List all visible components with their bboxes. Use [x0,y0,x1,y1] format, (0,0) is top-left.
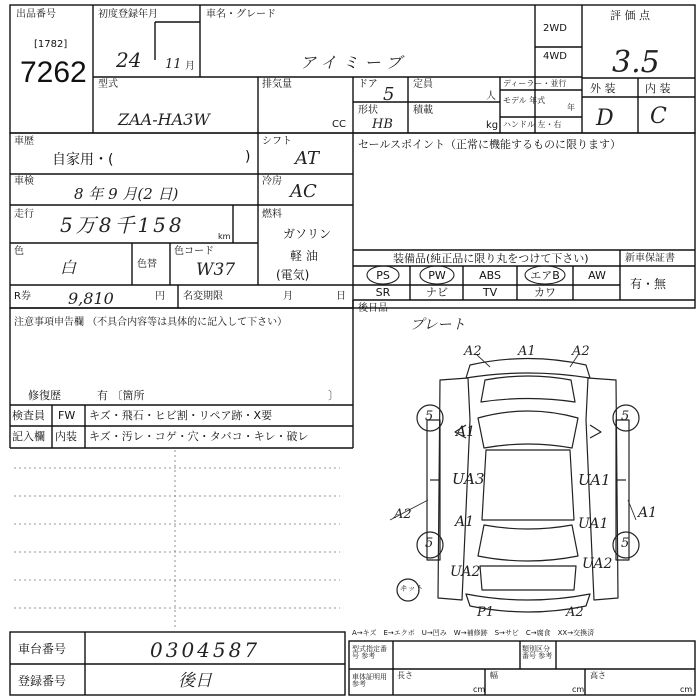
history-label: 車歴 [14,136,34,147]
chassis-label: 車台番号 [18,642,67,656]
fuel-light-oil: 軽 油 [290,249,318,263]
fw-label: FW [58,409,76,422]
mileage-value: 5万8千158 [60,213,185,237]
displacement-label: 排気量 [262,79,292,90]
car-name-label: 車名・グレード [206,9,276,20]
record-label: 記入欄 [12,430,45,443]
lot-tag: [1782] [34,39,68,50]
equipment-navi: ナビ [426,286,448,299]
name-change-month: 月 [283,291,293,302]
aftermarket-label: 後日品 [358,303,388,314]
score-label: 評 価 点 [610,9,650,22]
body-cert-label: 車体証明用 参考 [352,673,387,688]
mark-right-sill: A1 [638,505,658,521]
mileage-label: 走行 [14,209,34,220]
mark-front-left: A2 [464,344,482,359]
name-change-day: 日 [336,291,346,302]
mark-wheel-rr: 5 [621,536,630,551]
mark-front-center: A1 [518,344,536,359]
handle-label: ハンドル 左・右 [503,120,562,129]
mark-left-rear-door: A1 [455,514,475,530]
name-change-label: 名変期限 [183,291,223,302]
model-year-label: モデル 年式 [503,96,546,105]
drive-4wd: 4WD [543,51,567,62]
mark-wheel-rl: 5 [425,536,434,551]
warranty-value: 有・無 [630,277,667,291]
interior-row-label: 内装 [55,430,77,443]
history-close: ) [245,149,251,165]
lot-number: 7262 [20,56,87,89]
shift-label: シフト [262,136,292,147]
capacity-label: 定員 [413,79,433,90]
first-registration-label: 初度登録年月 [98,9,158,20]
shift-value: AT [295,148,320,169]
exterior-label: 外 装 [590,82,616,95]
repair-label: 修復歴 [28,389,61,402]
shape-label: 形状 [358,105,378,116]
lot-number-label: 出品番号 [16,9,56,20]
capacity-unit: 人 [486,91,496,102]
equipment-aw: AW [588,269,606,282]
equipment-leather: カワ [534,286,556,299]
chassis-number: 0304587 [150,638,261,662]
height-label: 高さ [590,671,606,680]
color-label: 色 [14,246,24,257]
length-label: 長さ [397,671,413,680]
load-unit: kg [486,120,499,131]
mark-spare-kit: キット [399,584,423,593]
recycle-value: 9,810 [68,289,114,308]
mark-left-door: UA3 [452,470,485,488]
mark-wheel-fl: 5 [425,409,434,424]
shape-value: HB [372,117,393,132]
equipment-sr: SR [375,286,391,299]
ac-label: 冷房 [262,176,282,187]
repair-close: 〕 [328,389,339,402]
model-label: 型式 [98,79,118,90]
notes-label: 注意事項申告欄 （不具合内容等は具体的に記入して下さい） [14,317,288,328]
color-code-label: 色コード [174,246,214,257]
equipment-abs: ABS [479,269,501,282]
model-code: ZAA-HA3W [118,110,210,129]
fw-items: キズ・飛石・ヒビ割・リペア跡・X要 [89,409,273,422]
interior-grade: C [650,104,667,129]
mark-right-quarter: UA2 [582,556,613,572]
car-name: アイミーブ [300,53,408,72]
height-unit: cm [680,685,693,694]
repair-value: 有 〔箇所 [97,389,145,402]
length-unit: cm [473,685,486,694]
fuel-gasoline: ガソリン [283,227,332,241]
width-label: 幅 [490,671,498,680]
mark-right-door: UA1 [578,471,611,489]
history-value: 自家用・( [52,152,114,168]
sales-point-label: セールスポイント（正常に機能するものに限ります） [358,138,622,151]
month-unit: 月 [185,61,195,72]
warranty-label: 新車保証書 [625,253,675,264]
load-label: 積載 [413,105,433,116]
fuel-label: 燃料 [262,209,282,220]
mark-left-fender: A1 [456,424,476,440]
equipment-label: 装備品(純正品に限り丸をつけて下さい) [393,252,589,265]
recycle-label: R券 [14,291,31,302]
displacement-unit: CC [332,119,346,130]
equipment-tv: TV [482,286,498,299]
first-registration-year: 24 [116,48,142,72]
damage-legend: A→キズ E→エクボ U→凹み W→補修跡 S→サビ C→腐食 XX→交換済 [352,629,595,637]
color-change-label: 色替 [137,259,157,270]
exterior-grade: D [596,106,614,131]
drive-2wd: 2WD [543,23,567,34]
mark-left-sill: A2 [394,507,412,522]
equipment-airbag: エアB [530,269,560,282]
registration-number: 後日 [178,671,212,691]
class-number-label: 類別区分番号 参考 [522,645,553,660]
mark-left-quarter: UA2 [450,564,481,580]
equipment-pw: PW [428,269,446,282]
interior-items: キズ・汚レ・コゲ・穴・タバコ・キレ・破レ [89,430,309,443]
interior-label: 内 装 [645,82,671,95]
inspection-value: 8 年 9 月(2 日) [74,185,179,203]
year-unit: 年 [567,103,575,112]
fuel-selected: (電気) [276,268,310,282]
color-value: 白 [60,258,77,277]
inspector-label: 検査員 [12,409,45,422]
equipment-ps: PS [376,269,390,282]
yen-unit: 円 [155,291,165,302]
mileage-unit: km [218,232,231,241]
color-code-value: W37 [196,260,236,280]
ac-value: AC [290,181,317,202]
width-unit: cm [572,685,585,694]
aftermarket-value: プレート [410,317,466,333]
doors-value: 5 [383,84,395,105]
type-cert-label: 型式指定番号 参考 [352,645,387,660]
doors-label: ドア [358,79,378,90]
mark-right-rear-door: UA1 [578,516,609,532]
mark-rear-right: A2 [566,605,584,620]
mark-front-right: A2 [572,344,590,359]
mark-wheel-fr: 5 [621,409,630,424]
first-registration-month: 11 [165,57,182,72]
inspection-label: 車検 [14,176,34,187]
registration-label: 登録番号 [18,674,67,688]
mark-rear-left: P1 [477,605,495,620]
overall-score: 3.5 [612,45,660,80]
dealer-label: ディーラー・並行 [503,79,567,88]
